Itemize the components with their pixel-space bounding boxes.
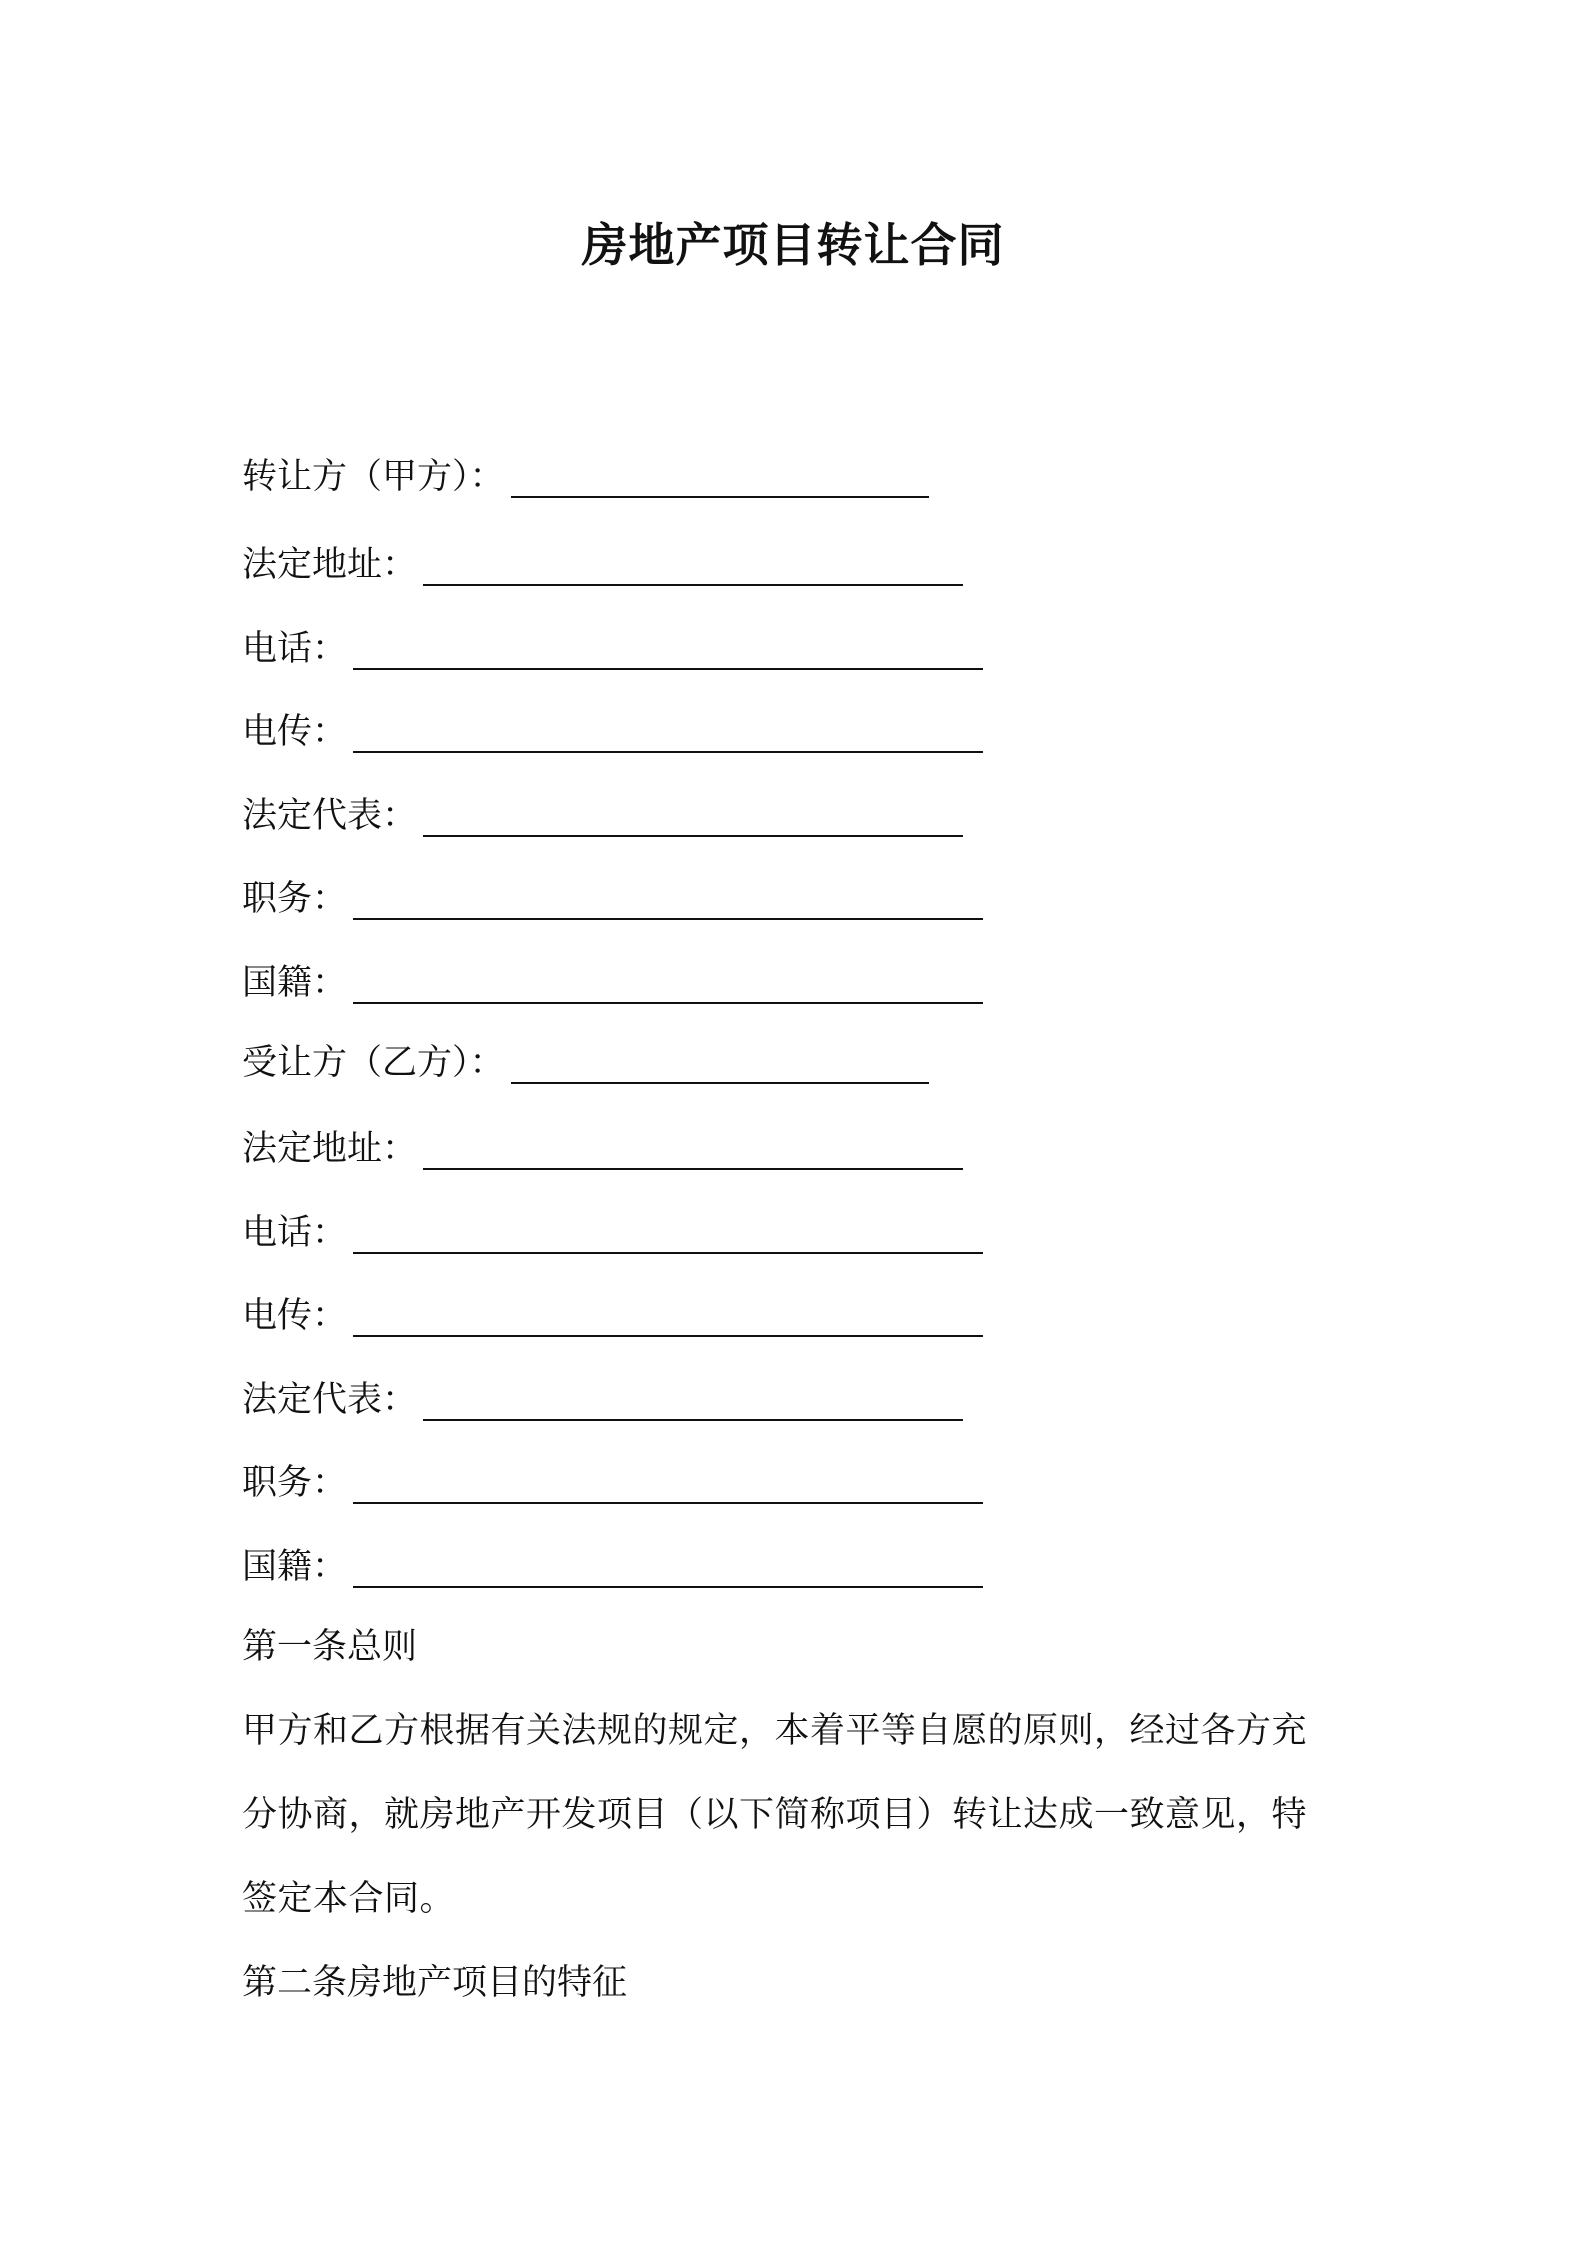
party-a-header-label: 转让方（甲方）： bbox=[242, 457, 505, 497]
party-a-name-blank[interactable] bbox=[511, 452, 929, 498]
party-a-representative-blank[interactable] bbox=[423, 791, 963, 837]
party-a-fax-row bbox=[242, 707, 983, 757]
party-a-phone-row bbox=[242, 624, 983, 674]
party-b-representative-row bbox=[242, 1375, 963, 1425]
article-1-heading: 第一条总则 bbox=[242, 1627, 418, 1667]
party-a-address-row bbox=[242, 540, 963, 590]
party-a-nationality-row bbox=[242, 958, 983, 1008]
party-b-name-blank[interactable] bbox=[511, 1038, 929, 1084]
party-b-nationality-row bbox=[242, 1542, 983, 1592]
party-b-address-row bbox=[242, 1124, 963, 1174]
party-b-representative-label: 法定代表： bbox=[242, 1380, 418, 1420]
party-a-position-label: 职务： bbox=[242, 879, 348, 919]
party-a-phone-label: 电话： bbox=[242, 629, 348, 669]
party-b-fax-blank[interactable] bbox=[353, 1291, 983, 1337]
party-a-representative-label: 法定代表： bbox=[242, 796, 418, 836]
party-b-phone-blank[interactable] bbox=[353, 1208, 983, 1254]
party-a-position-blank[interactable] bbox=[353, 874, 983, 920]
party-b-nationality-blank[interactable] bbox=[353, 1542, 983, 1588]
party-b-phone-row bbox=[242, 1208, 983, 1258]
party-a-fax-blank[interactable] bbox=[353, 707, 983, 753]
party-b-address-blank[interactable] bbox=[423, 1124, 963, 1170]
party-b-position-row bbox=[242, 1458, 983, 1508]
party-b-fax-label: 电传： bbox=[242, 1296, 348, 1336]
party-b-address-label: 法定地址： bbox=[242, 1129, 418, 1169]
party-b-position-label: 职务： bbox=[242, 1463, 348, 1503]
document-title: 房地产项目转让合同 bbox=[581, 218, 1005, 272]
party-b-header-row bbox=[242, 1038, 929, 1088]
party-a-phone-blank[interactable] bbox=[353, 624, 983, 670]
party-b-representative-blank[interactable] bbox=[423, 1375, 963, 1421]
article-2-heading: 第二条房地产项目的特征 bbox=[242, 1963, 628, 2003]
party-a-header-row bbox=[242, 452, 929, 502]
party-a-nationality-label: 国籍： bbox=[242, 963, 348, 1003]
party-b-nationality-label: 国籍： bbox=[242, 1547, 348, 1587]
party-b-header-label: 受让方（乙方）： bbox=[242, 1043, 505, 1083]
party-b-fax-row bbox=[242, 1291, 983, 1341]
party-a-position-row bbox=[242, 874, 983, 924]
party-a-address-blank[interactable] bbox=[423, 540, 963, 586]
article-1-line-2: 分协商，就房地产开发项目（以下简称项目）转让达成一致意见，特 bbox=[242, 1795, 1308, 1835]
party-b-position-blank[interactable] bbox=[353, 1458, 983, 1504]
party-a-address-label: 法定地址： bbox=[242, 545, 418, 585]
party-a-fax-label: 电传： bbox=[242, 712, 348, 752]
article-1-line-1: 甲方和乙方根据有关法规的规定，本着平等自愿的原则，经过各方充 bbox=[242, 1711, 1308, 1751]
party-a-nationality-blank[interactable] bbox=[353, 958, 983, 1004]
party-a-representative-row bbox=[242, 791, 963, 841]
party-b-phone-label: 电话： bbox=[242, 1213, 348, 1253]
article-1-line-3: 签定本合同。 bbox=[242, 1879, 456, 1919]
